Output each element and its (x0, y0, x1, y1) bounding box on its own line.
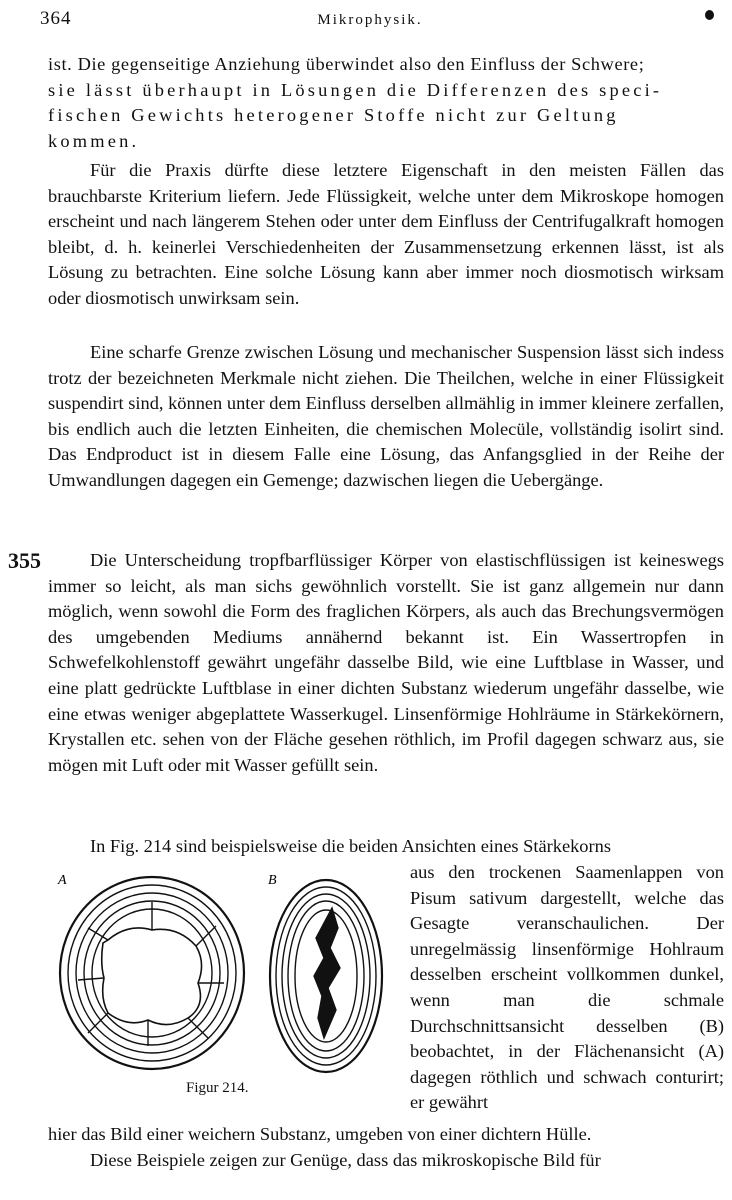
figure-214 (48, 868, 408, 1098)
paragraph-text: Eine scharfe Grenze zwischen Lösung und mechanischer Suspension lässt sich indess trotz der bezeichneten Merkmale nicht ziehen. Die Theilchen, welche in einer Flüssigkeit suspendirt sind, können unter dem Einfluss derselben allmählig in immer kleinere zerfallen, bis endlich auch die letzten Einheiten, die chemischen Molecüle, vollständig isolirt sind. Das Endproduct ist in diesem Falle eine Lösung, das Anfangsglied in der Reihe der Umwandlungen dagegen ein Gemenge; dazwischen liegen die Uebergänge. (48, 342, 724, 490)
starch-grain-illustration (48, 868, 408, 1098)
starch-grain-a (60, 877, 244, 1069)
figure-label-a: A (58, 873, 67, 888)
paragraph-text: In Fig. 214 sind beispielsweise die beiden Ansichten eines Stärkekorns (90, 836, 611, 856)
ink-blot (705, 10, 714, 20)
paragraph-text: hier das Bild einer weichern Substanz, umgeben von einer dichtern Hülle. (48, 1124, 592, 1144)
starch-grain-b (270, 880, 382, 1072)
paragraph-text: aus den trockenen Saamenlappen von Pisum sativum dargestellt, welche das Gesagte veranschaulichen. Der unregelmässig linsenförmige Hohlraum desselben erscheint vollkommen dunkel, wenn man die schmale Durchschnittsansicht desselben (B) beobachtet, in der Flächenansicht (A) dagegen röthlich und schwach conturirt; er gewährt (410, 862, 724, 1113)
text-line: kommen. (48, 130, 140, 151)
section-number: 355 (8, 548, 41, 573)
figure-caption: Figur 214. (186, 1080, 249, 1096)
page-number: 364 (40, 8, 72, 29)
text-line: sie lässt überhaupt in Lösungen die Differenzen des speci- (48, 79, 663, 100)
paragraph-3 (48, 340, 724, 494)
paragraph-1 (48, 52, 724, 154)
paragraph-5-wrapped (410, 860, 724, 1116)
text-line: fischen Gewichts heterogener Stoffe nicht zur Geltung (48, 105, 619, 126)
paragraph-2 (48, 158, 724, 312)
paragraph-4 (48, 548, 724, 778)
paragraph-text: Für die Praxis dürfte diese letztere Eigenschaft in den meisten Fällen das brauchbarste Kriterium liefern. Jede Flüssigkeit, welche unter dem Mikroskope homogen erscheint und nach längerem Stehen oder unter dem Einfluss der Centrifugalkraft homogen bleibt, d. h. keinerlei Verschiedenheiten der Zusammensetzung erkennen lässt, ist als Lösung zu betrachten. Eine solche Lösung kann aber immer noch diosmotisch wirksam oder diosmotisch unwirksam sein. (48, 160, 724, 308)
paragraph-5-first-line (48, 834, 724, 860)
text-line: ist. Die gegenseitige Anziehung überwindet also den Einfluss der Schwere; (48, 54, 645, 74)
running-title: Mikrophysik. (317, 12, 423, 28)
paragraph-text: Die Unterscheidung tropfbarflüssiger Körper von elastischflüssigen ist keineswegs immer so leicht, als man sichs gewöhnlich vorstellt. Sie ist ganz allgemein nur dann möglich, wenn sowohl die Form des fraglichen Körpers, als auch das Brechungsvermögen des umgebenden Mediums annähernd bekannt ist. Ein Wassertropfen in Schwefelkohlenstoff gewährt ungefähr dasselbe Bild, wie eine Luftblase in Wasser, und eine platt gedrückte Luftblase in einer dichten Substanz wiederum ungefähr dasselbe, wie eine etwas weniger abgeplattete Wasserkugel. Linsenförmige Hohlräume in Stärkekörnern, Krystallen etc. sehen von der Fläche gesehen röthlich, im Profil dagegen schwarz aus, sie mögen mit Luft oder mit Wasser gefüllt sein. (48, 550, 724, 775)
paragraph-5-tail (48, 1122, 724, 1173)
figure-label-b: B (268, 873, 277, 888)
page-header (40, 8, 700, 34)
paragraph-6: Diese Beispiele zeigen zur Genüge, dass das mikroskopische Bild für (90, 1149, 601, 1170)
